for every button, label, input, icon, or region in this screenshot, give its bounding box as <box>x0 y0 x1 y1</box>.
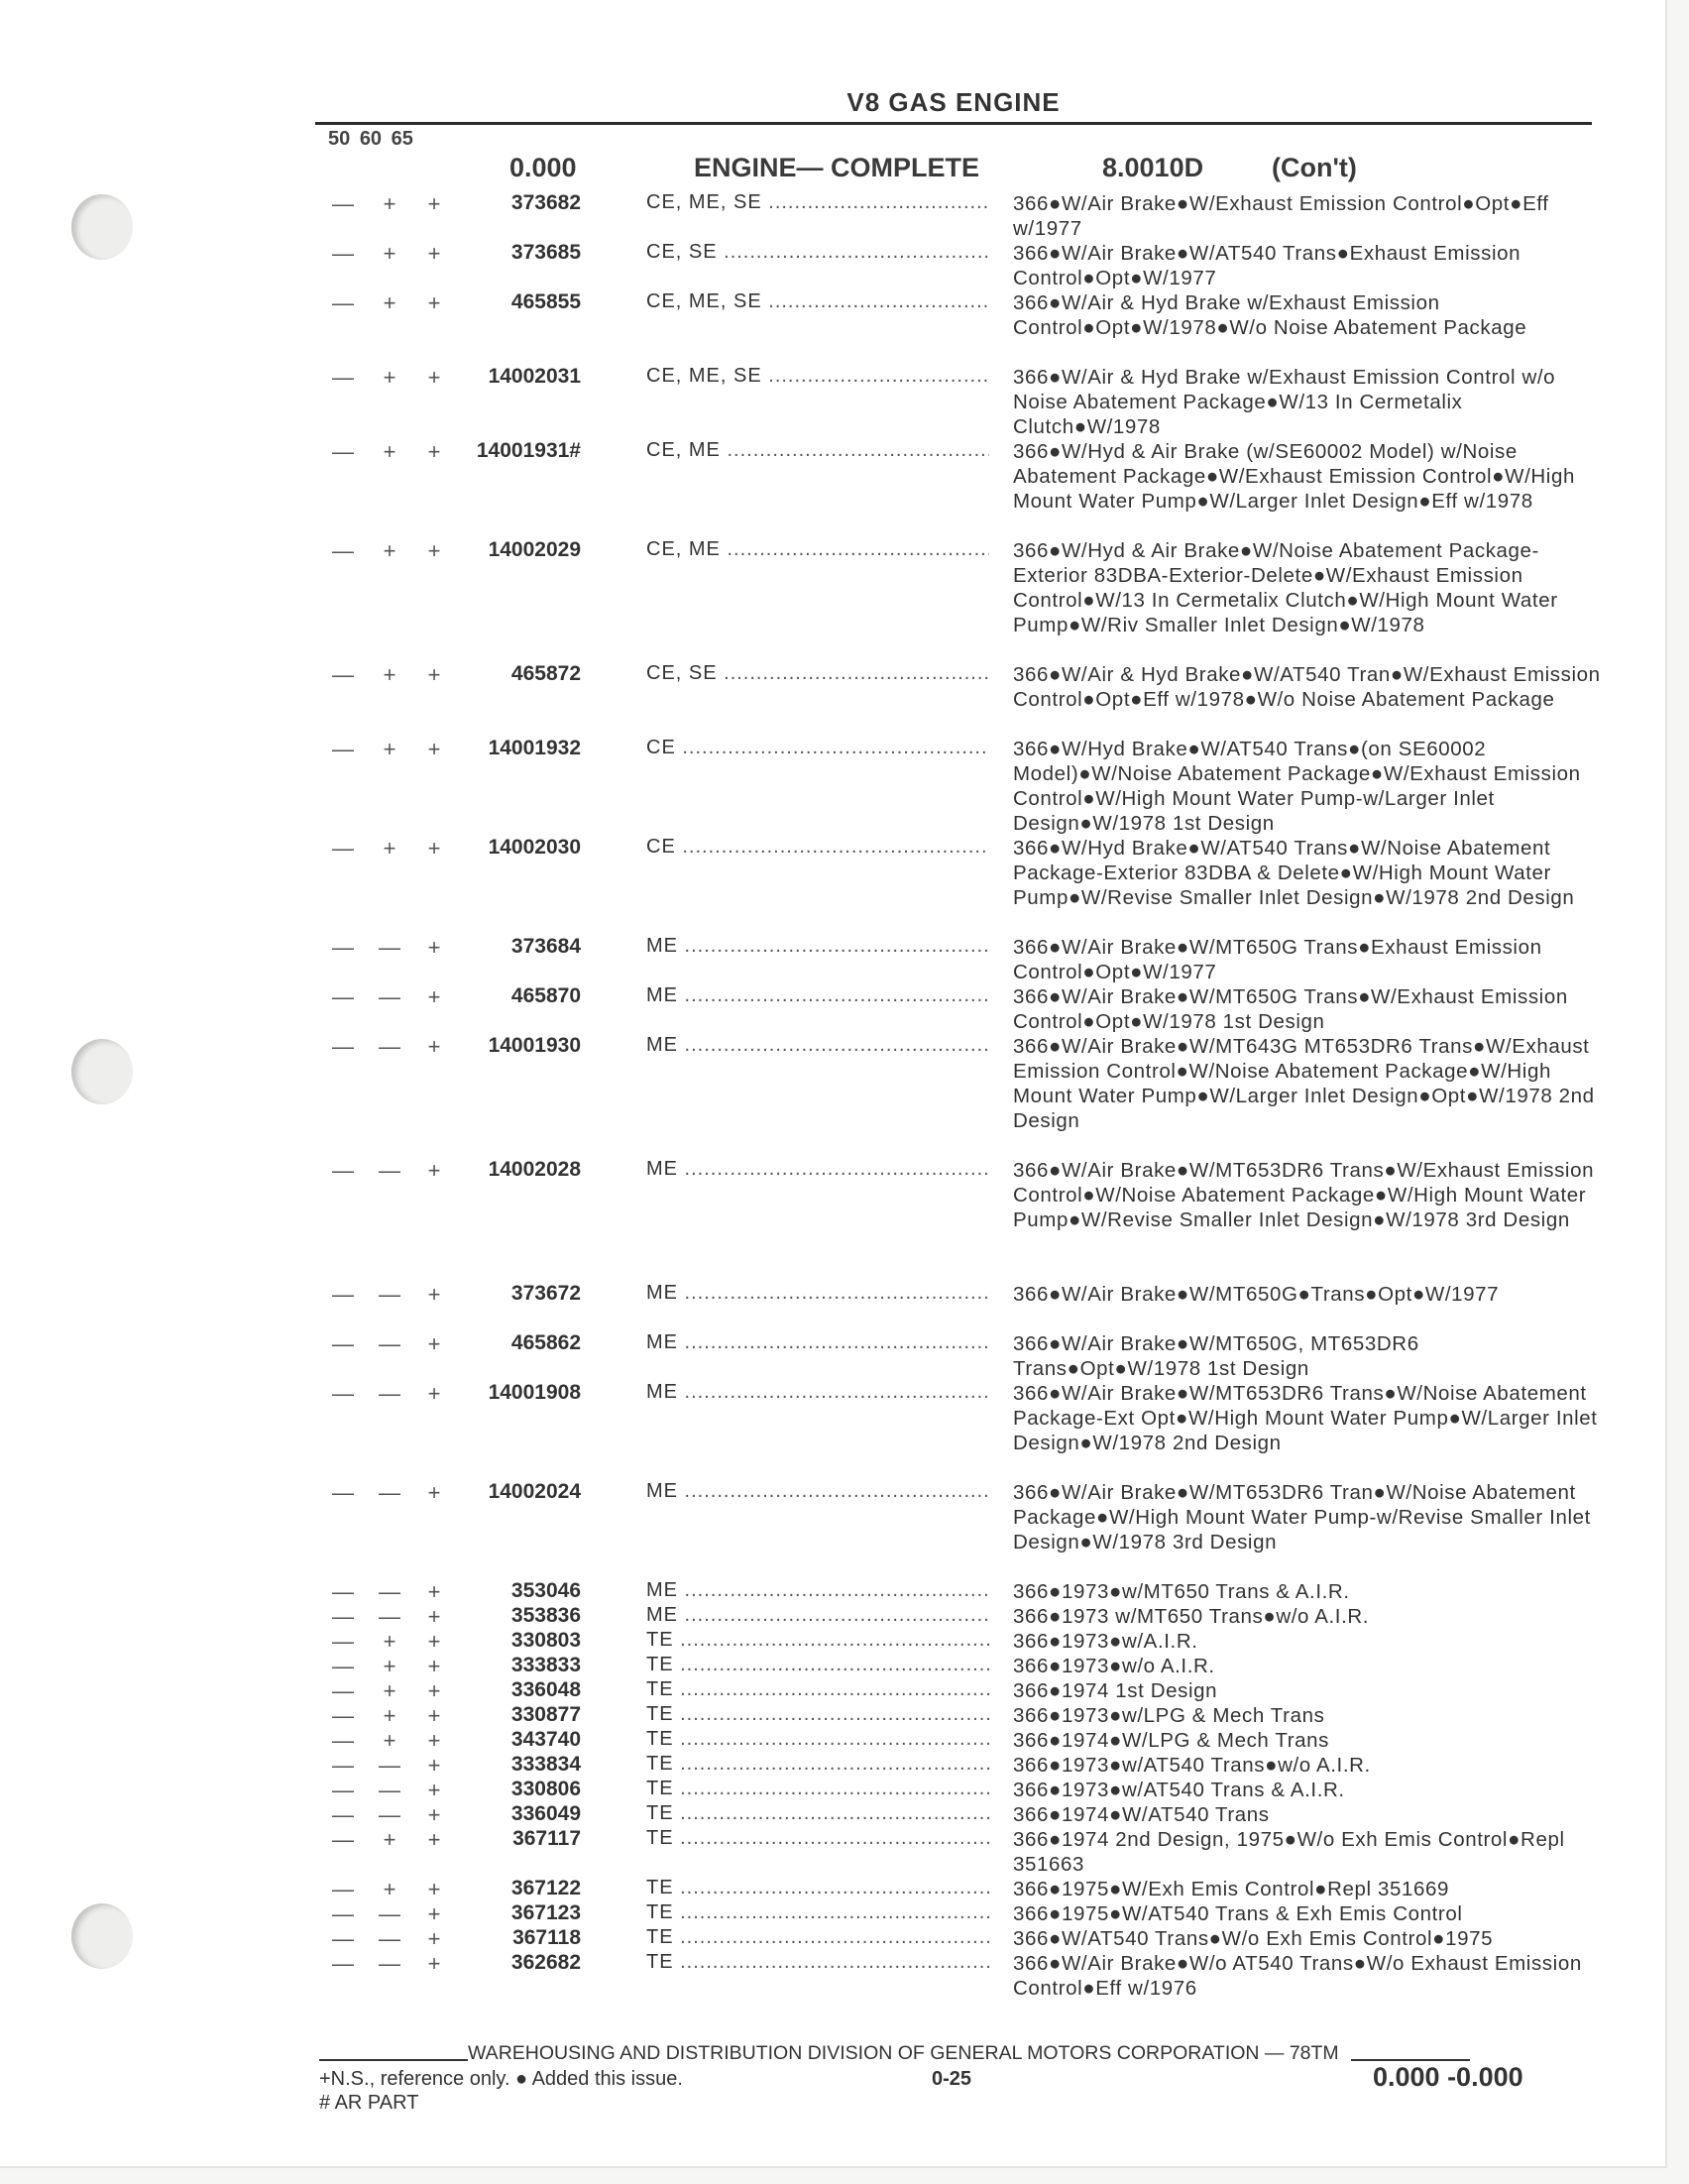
part-description: 366●1973●w/A.I.R. <box>1013 1630 1198 1653</box>
model-mark-3: + <box>427 1728 441 1753</box>
model-mark-2: — <box>379 1579 400 1604</box>
model-mark-3: + <box>427 1604 441 1629</box>
model-mark-3: + <box>427 1778 441 1802</box>
part-number: 362682 <box>510 1951 581 1974</box>
part-description: 366●W/Air Brake●W/MT653DR6 Tran●W/Noise Abatement Package●W/High Mount Water Pump-w/Revise Smaller Inlet Design●W/1978 3rd Design <box>1013 1481 1591 1553</box>
model-mark-1: — <box>332 935 354 960</box>
parts-row <box>0 1951 1665 2001</box>
model-mark-3: + <box>427 1802 441 1827</box>
parts-row <box>0 984 1665 1034</box>
parts-row <box>0 1926 1665 1951</box>
model-mark-1: — <box>332 1728 354 1753</box>
model-mark-2: — <box>379 1901 400 1926</box>
series-codes: ME ..... <box>646 935 989 958</box>
part-description: 366●1973●w/o A.I.R. <box>1013 1655 1215 1677</box>
part-number: 353836 <box>510 1604 581 1627</box>
part-description: 366●W/Air Brake●W/Exhaust Emission Control●Opt●Eff w/1977 <box>1013 192 1549 240</box>
model-mark-2: + <box>383 836 396 861</box>
series-codes: CE, SE ..... <box>646 662 989 685</box>
model-mark-2: — <box>379 1951 400 1976</box>
model-mark-3: + <box>427 984 441 1009</box>
part-description: 366●W/Air & Hyd Brake●W/AT540 Tran●W/Exhaust Emission Control●Opt●Eff w/1978●W/o Noise Abatement Package <box>1013 663 1601 711</box>
part-number: 14001908 <box>488 1381 581 1404</box>
parts-row <box>0 1629 1665 1654</box>
model-mark-1: — <box>332 1901 354 1926</box>
model-mark-1: — <box>332 1654 354 1678</box>
series-codes: TE ..... <box>646 1926 989 1949</box>
part-number: 373682 <box>510 191 581 214</box>
model-mark-2: + <box>383 1703 396 1728</box>
model-mark-1: — <box>332 1034 354 1059</box>
group-range: 0.000 -0.000 <box>1373 2062 1523 2092</box>
model-mark-1: — <box>332 1282 354 1307</box>
series-codes: ME ..... <box>646 1381 989 1404</box>
series-codes: TE ..... <box>646 1629 989 1652</box>
part-description: 366●W/Air Brake●W/o AT540 Trans●W/o Exhaust Emission Control●Eff w/1976 <box>1013 1952 1582 2000</box>
model-mark-3: + <box>427 662 441 687</box>
model-mark-1: — <box>332 984 354 1009</box>
model-mark-3: + <box>427 935 441 960</box>
parts-list <box>0 191 1665 2001</box>
part-number: 333833 <box>510 1654 581 1676</box>
parts-row <box>0 1778 1665 1802</box>
series-codes: ME ..... <box>646 1480 989 1503</box>
part-description: 366●1973●w/AT540 Trans●w/o A.I.R. <box>1013 1754 1371 1777</box>
parts-row <box>0 1381 1665 1480</box>
part-number: 373684 <box>510 935 581 958</box>
model-mark-1: — <box>332 1778 354 1802</box>
model-mark-1: — <box>332 439 354 464</box>
part-number: 14002029 <box>488 538 581 561</box>
parts-row <box>0 191 1665 241</box>
series-codes: ME ..... <box>646 984 989 1007</box>
model-mark-1: — <box>332 1381 354 1406</box>
part-description: 366●W/Air Brake●W/MT650G Trans●W/Exhaust Emission Control●Opt●W/1978 1st Design <box>1013 985 1568 1033</box>
model-mark-2: — <box>379 1331 400 1356</box>
model-mark-1: — <box>332 538 354 563</box>
part-number: 14002031 <box>488 365 581 388</box>
model-mark-3: + <box>427 1753 441 1778</box>
model-mark-2: — <box>379 1158 400 1183</box>
model-mark-1: — <box>332 737 354 761</box>
series-codes: CE, ME, SE ..... <box>646 365 989 388</box>
model-mark-2: — <box>379 1381 400 1406</box>
parts-row <box>0 1282 1665 1331</box>
part-number: 14001931# <box>476 439 581 462</box>
model-mark-1: — <box>332 1802 354 1827</box>
page-title: V8 GAS ENGINE <box>846 87 1061 117</box>
model-mark-3: + <box>427 1034 441 1059</box>
model-mark-2: — <box>379 1926 400 1951</box>
series-codes: TE ..... <box>646 1951 989 1974</box>
parts-row <box>0 1604 1665 1629</box>
model-mark-2: — <box>379 935 400 960</box>
model-mark-3: + <box>427 737 441 761</box>
model-mark-3: + <box>427 1579 441 1604</box>
part-description: 366●1973●w/AT540 Trans & A.I.R. <box>1013 1779 1345 1801</box>
model-mark-3: + <box>427 1282 441 1307</box>
model-mark-1: — <box>332 1629 354 1654</box>
part-number: 343740 <box>510 1728 581 1751</box>
model-mark-3: + <box>427 439 441 464</box>
group-name: ENGINE— COMPLETE <box>694 153 980 182</box>
part-description: 366●W/Hyd & Air Brake●W/Noise Abatement Package-Exterior 83DBA-Exterior-Delete●W/Exhaust Emission Control●W/13 In Cermetalix Clutch●W/High Mount Water Pump●W/Riv Smaller Inlet Design●W/1978 <box>1013 539 1558 636</box>
parts-row <box>0 1802 1665 1827</box>
part-number: 14002028 <box>488 1158 581 1181</box>
page-number: 0-25 <box>932 2068 972 2090</box>
part-number: 336049 <box>510 1802 581 1825</box>
part-description: 366●1973●w/LPG & Mech Trans <box>1013 1704 1325 1727</box>
group-number: 0.000 <box>509 153 577 182</box>
parts-row <box>0 1579 1665 1604</box>
model-mark-3: + <box>427 1629 441 1654</box>
model-mark-2: — <box>379 1802 400 1827</box>
series-codes: ME ..... <box>646 1604 989 1627</box>
part-description: 366●W/Hyd & Air Brake (w/SE60002 Model) w/Noise Abatement Package●W/Exhaust Emission Control●W/High Mount Water Pump●W/Larger Inlet Design●Eff w/1978 <box>1013 440 1575 513</box>
model-mark-2: + <box>383 365 396 390</box>
footer-division <box>319 2042 1470 2065</box>
part-description: 366●W/Air Brake●W/MT653DR6 Trans●W/Exhaust Emission Control●W/Noise Abatement Package●W/High Mount Water Pump●W/Revise Smaller Inlet Design●W/1978 3rd Design <box>1013 1159 1595 1231</box>
model-mark-3: + <box>427 1654 441 1678</box>
parts-row <box>0 1331 1665 1381</box>
model-mark-3: + <box>427 241 441 266</box>
series-codes: TE ..... <box>646 1877 989 1899</box>
part-description: 366●1974●W/LPG & Mech Trans <box>1013 1729 1329 1752</box>
series-codes: TE ..... <box>646 1703 989 1726</box>
model-mark-3: + <box>427 1158 441 1183</box>
model-mark-1: — <box>332 191 354 216</box>
continued-label: (Con't) <box>1272 153 1357 182</box>
part-description: 366●1974 2nd Design, 1975●W/o Exh Emis Control●Repl 351663 <box>1013 1828 1565 1876</box>
footer-division-text: WAREHOUSING AND DISTRIBUTION DIVISION OF GENERAL MOTORS CORPORATION — 78TM <box>468 2042 1339 2064</box>
series-codes: CE, SE ..... <box>646 241 989 264</box>
model-mark-3: + <box>427 1877 441 1901</box>
part-description: 366●W/AT540 Trans●W/o Exh Emis Control●1975 <box>1013 1927 1494 1950</box>
model-mark-3: + <box>427 290 441 315</box>
model-mark-1: — <box>332 1926 354 1951</box>
series-codes: TE ..... <box>646 1802 989 1825</box>
model-mark-2: + <box>383 1728 396 1753</box>
model-mark-2: + <box>383 241 396 266</box>
part-description: 366●1975●W/AT540 Trans & Exh Emis Control <box>1013 1902 1463 1925</box>
series-codes: ME ..... <box>646 1034 989 1057</box>
model-mark-2: + <box>383 1877 396 1901</box>
series-codes: CE, ME ..... <box>646 538 989 561</box>
series-codes: ME ..... <box>646 1282 989 1305</box>
parts-row <box>0 290 1665 365</box>
model-mark-3: + <box>427 1331 441 1356</box>
part-number: 367123 <box>510 1901 581 1924</box>
part-number: 465872 <box>510 662 581 685</box>
model-mark-3: + <box>427 1926 441 1951</box>
part-description: 366●1974 1st Design <box>1013 1679 1218 1702</box>
legend-ns: +N.S., reference only. ● Added this issue. <box>319 2068 683 2090</box>
part-description: 366●W/Air Brake●W/MT650G●Trans●Opt●W/1977 <box>1013 1283 1500 1306</box>
part-description: 366●W/Air Brake●W/MT650G Trans●Exhaust Emission Control●Opt●W/1977 <box>1013 936 1542 983</box>
part-number: 465855 <box>510 290 581 313</box>
parts-row <box>0 1877 1665 1901</box>
series-codes: ME ..... <box>646 1158 989 1181</box>
part-number: 373685 <box>510 241 581 264</box>
model-mark-1: — <box>332 365 354 390</box>
series-codes: TE ..... <box>646 1901 989 1924</box>
model-50: 50 <box>328 128 351 150</box>
model-mark-3: + <box>427 1951 441 1976</box>
part-description: 366●W/Hyd Brake●W/AT540 Trans●W/Noise Abatement Package-Exterior 83DBA & Delete●W/High Mount Water Pump●W/Revise Smaller Inlet Design●W/1978 2nd Design <box>1013 837 1575 909</box>
series-codes: TE ..... <box>646 1753 989 1776</box>
part-number: 330803 <box>510 1629 581 1652</box>
part-description: 366●W/Air & Hyd Brake w/Exhaust Emission Control w/o Noise Abatement Package●W/13 In Cermetalix Clutch●W/1978 <box>1013 366 1556 438</box>
parts-row <box>0 1480 1665 1579</box>
model-mark-1: — <box>332 1331 354 1356</box>
legend-ar: # AR PART <box>319 2092 419 2114</box>
part-number: 367122 <box>510 1877 581 1899</box>
part-description: 366●1974●W/AT540 Trans <box>1013 1803 1270 1826</box>
parts-row <box>0 836 1665 935</box>
model-65: 65 <box>391 128 413 150</box>
part-description: 366●W/Hyd Brake●W/AT540 Trans●(on SE60002 Model)●W/Noise Abatement Package●W/Exhaust Emission Control●W/High Mount Water Pump-w/Larger Inlet Design●W/1978 1st Design <box>1013 738 1581 835</box>
model-mark-2: + <box>383 737 396 761</box>
part-number: 14002030 <box>488 836 581 859</box>
part-description: 366●W/Air & Hyd Brake w/Exhaust Emission Control●Opt●W/1978●W/o Noise Abatement Package <box>1013 291 1527 339</box>
part-number: 373672 <box>510 1282 581 1305</box>
model-mark-2: + <box>383 439 396 464</box>
model-mark-3: + <box>427 836 441 861</box>
model-mark-1: — <box>332 1877 354 1901</box>
model-mark-2: + <box>383 662 396 687</box>
model-mark-1: — <box>332 1158 354 1183</box>
part-number: 330806 <box>510 1778 581 1800</box>
part-description: 366●1973 w/MT650 Trans●w/o A.I.R. <box>1013 1605 1370 1628</box>
part-description: 366●1975●W/Exh Emis Control●Repl 351669 <box>1013 1878 1450 1900</box>
model-mark-2: — <box>379 1604 400 1629</box>
model-mark-1: — <box>332 1753 354 1778</box>
parts-row <box>0 1753 1665 1778</box>
model-mark-3: + <box>427 1678 441 1703</box>
model-mark-1: — <box>332 1480 354 1505</box>
series-codes: TE ..... <box>646 1827 989 1850</box>
model-mark-1: — <box>332 662 354 687</box>
parts-row <box>0 1728 1665 1753</box>
model-mark-2: — <box>379 1480 400 1505</box>
parts-row <box>0 241 1665 290</box>
model-mark-3: + <box>427 1827 441 1852</box>
part-number: 367118 <box>512 1926 581 1949</box>
part-number: 336048 <box>510 1678 581 1701</box>
model-mark-2: — <box>379 984 400 1009</box>
part-description: 366●W/Air Brake●W/MT653DR6 Trans●W/Noise Abatement Package-Ext Opt●W/High Mount Water Pump●W/Larger Inlet Design●W/1978 2nd Design <box>1013 1382 1598 1454</box>
parts-row <box>0 662 1665 737</box>
parts-row <box>0 935 1665 984</box>
part-number: 330877 <box>510 1703 581 1726</box>
parts-row <box>0 737 1665 836</box>
model-mark-1: — <box>332 1678 354 1703</box>
parts-row <box>0 439 1665 538</box>
model-60: 60 <box>359 128 383 150</box>
model-mark-3: + <box>427 538 441 563</box>
model-mark-2: + <box>383 538 396 563</box>
model-mark-2: + <box>383 1827 396 1852</box>
model-mark-1: — <box>332 1827 354 1852</box>
model-mark-1: — <box>332 836 354 861</box>
model-mark-2: + <box>383 1678 396 1703</box>
model-mark-1: — <box>332 241 354 266</box>
parts-row <box>0 1827 1665 1877</box>
part-number: 465862 <box>510 1331 581 1354</box>
model-mark-2: + <box>383 1629 396 1654</box>
part-description: 366●W/Air Brake●W/MT643G MT653DR6 Trans●W/Exhaust Emission Control●W/Noise Abatement Package●W/High Mount Water Pump●W/Larger Inlet Design●Opt●W/1978 2nd Design <box>1013 1035 1595 1132</box>
part-number: 14001930 <box>488 1034 581 1057</box>
parts-row <box>0 1901 1665 1926</box>
parts-row <box>0 1678 1665 1703</box>
model-mark-1: — <box>332 1703 354 1728</box>
part-number: 353046 <box>510 1579 581 1602</box>
series-codes: CE ..... <box>646 737 989 759</box>
model-mark-3: + <box>427 1381 441 1406</box>
model-mark-1: — <box>332 1579 354 1604</box>
model-mark-2: + <box>383 191 396 216</box>
part-description: 366●W/Air Brake●W/AT540 Trans●Exhaust Emission Control●Opt●W/1977 <box>1013 242 1521 289</box>
parts-row <box>0 365 1665 439</box>
series-codes: TE ..... <box>646 1728 989 1751</box>
model-mark-2: — <box>379 1282 400 1307</box>
model-mark-3: + <box>427 1901 441 1926</box>
part-description: 366●1973●w/MT650 Trans & A.I.R. <box>1013 1580 1350 1603</box>
part-number: 14001932 <box>488 737 581 759</box>
series-codes: TE ..... <box>646 1654 989 1676</box>
model-mark-2: — <box>379 1753 400 1778</box>
model-mark-1: — <box>332 290 354 315</box>
model-mark-3: + <box>427 191 441 216</box>
part-number: 465870 <box>510 984 581 1007</box>
model-mark-2: — <box>379 1778 400 1802</box>
model-mark-3: + <box>427 365 441 390</box>
title-rule <box>315 122 1592 125</box>
model-year-header <box>328 128 413 151</box>
part-number: 367117 <box>512 1827 581 1850</box>
series-codes: CE, ME, SE ..... <box>646 191 989 214</box>
model-mark-3: + <box>427 1480 441 1505</box>
model-mark-2: + <box>383 1654 396 1678</box>
series-codes: ME ..... <box>646 1579 989 1602</box>
parts-row <box>0 1158 1665 1282</box>
model-mark-2: — <box>379 1034 400 1059</box>
footer-rule-right <box>1351 2059 1470 2061</box>
part-description: 366●W/Air Brake●W/MT650G, MT653DR6 Trans●Opt●W/1978 1st Design <box>1013 1332 1419 1380</box>
part-number: 333834 <box>510 1753 581 1776</box>
part-number: 14002024 <box>488 1480 581 1503</box>
parts-row <box>0 1654 1665 1678</box>
footer-rule-left <box>319 2059 468 2061</box>
parts-row <box>0 1034 1665 1158</box>
model-mark-1: — <box>332 1951 354 1976</box>
series-codes: CE ..... <box>646 836 989 859</box>
model-mark-3: + <box>427 1703 441 1728</box>
section-code: 8.0010D <box>1102 153 1204 182</box>
series-codes: CE, ME, SE ..... <box>646 290 989 313</box>
parts-row <box>0 1703 1665 1728</box>
model-mark-2: + <box>383 290 396 315</box>
model-mark-1: — <box>332 1604 354 1629</box>
series-codes: TE ..... <box>646 1778 989 1800</box>
series-codes: TE ..... <box>646 1678 989 1701</box>
series-codes: ME ..... <box>646 1331 989 1354</box>
series-codes: CE, ME ..... <box>646 439 989 462</box>
parts-row <box>0 538 1665 662</box>
